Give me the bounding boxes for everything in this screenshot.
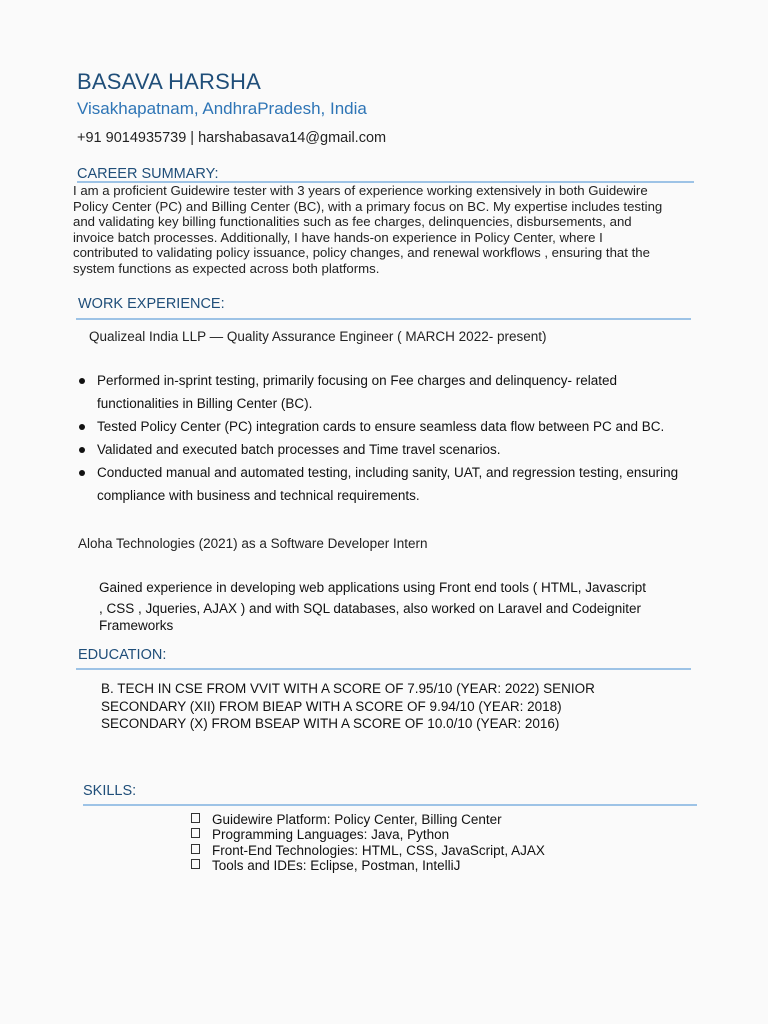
- list-item: [189, 812, 545, 827]
- job-heading: Qualizeal India LLP — Quality Assurance Engineer ( MARCH 2022- present): [89, 329, 547, 344]
- education-title: EDUCATION:: [78, 647, 167, 663]
- summary-line: Policy Center (PC) and Billing Center (BC), with a primary focus on BC. My expertise includes testing: [73, 198, 663, 214]
- skill-text: Programming Languages: Java, Python: [212, 827, 450, 843]
- checkbox-square-icon: [191, 828, 200, 838]
- summary-line: contributed to validating policy issuance, policy changes, and renewal workflows , ensuring that the: [73, 245, 650, 261]
- list-item: [76, 369, 686, 415]
- bullet-text: Performed in-sprint testing, primarily focusing on Fee charges and delinquency- related functionalities in Billing Center (BC).: [97, 373, 618, 411]
- education-rule: [76, 668, 691, 670]
- checkbox-square-icon: [191, 813, 200, 823]
- work-experience-title: WORK EXPERIENCE:: [78, 296, 225, 312]
- intern-desc-line: Gained experience in developing web applications using Front end tools ( HTML, Javascript: [99, 580, 647, 595]
- intern-description: [99, 576, 689, 634]
- bullet-icon: [79, 470, 85, 476]
- summary-line: system functions as expected across both platforms.: [73, 260, 380, 276]
- education-line: B. TECH IN CSE FROM VVIT WITH A SCORE OF 7.95/10 (YEAR: 2022) SENIOR: [101, 681, 595, 696]
- list-item: [76, 438, 686, 461]
- bullet-text: Tested Policy Center (PC) integration cards to ensure seamless data flow between PC and BC.: [97, 419, 665, 434]
- education-line: SECONDARY (XII) FROM BIEAP WITH A SCORE OF 9.94/10 (YEAR: 2018): [101, 698, 562, 714]
- list-item: [76, 461, 686, 507]
- candidate-name: BASAVA HARSHA: [77, 69, 261, 94]
- checkbox-square-icon: [191, 859, 200, 869]
- career-summary-title: CAREER SUMMARY:: [77, 166, 219, 182]
- list-item: [189, 858, 545, 873]
- bullet-icon: [79, 378, 85, 384]
- intern-heading: Aloha Technologies (2021) as a Software Developer Intern: [78, 536, 428, 551]
- intern-desc-line: , CSS , Jqueries, AJAX ) and with SQL databases, also worked on Laravel and Codeigniter: [99, 601, 642, 616]
- summary-line: invoice batch processes. Additionally, I have hands-on experience in Policy Center, where I: [73, 229, 603, 245]
- intern-desc-line: Frameworks: [99, 618, 174, 633]
- skills-list: [189, 812, 545, 873]
- work-experience-rule: [76, 318, 691, 320]
- checkbox-square-icon: [191, 844, 200, 854]
- skill-text: Guidewire Platform: Policy Center, Billing Center: [212, 812, 502, 827]
- skill-text: Front-End Technologies: HTML, CSS, JavaScript, AJAX: [212, 842, 545, 858]
- candidate-location: Visakhapatnam, AndhraPradesh, India: [77, 99, 367, 118]
- bullet-icon: [79, 424, 85, 430]
- contact-info: +91 9014935739 | harshabasava14@gmail.com: [77, 130, 387, 146]
- skills-title: SKILLS:: [83, 783, 137, 799]
- skills-rule: [83, 804, 697, 806]
- list-item: [189, 843, 545, 858]
- job-bullet-list: [76, 369, 686, 507]
- education-details: [101, 680, 621, 733]
- bullet-text: Validated and executed batch processes and Time travel scenarios.: [97, 442, 501, 457]
- list-item: [189, 827, 545, 842]
- summary-line: and validating key billing functionalities such as fee charges, delinquencies, disbursements, and: [73, 214, 632, 230]
- summary-line: I am a proficient Guidewire tester with 3 years of experience working extensively in both Guidewire: [73, 183, 648, 198]
- skill-text: Tools and IDEs: Eclipse, Postman, IntelliJ: [212, 857, 461, 873]
- list-item: [76, 415, 686, 438]
- bullet-icon: [79, 447, 85, 453]
- education-line: SECONDARY (X) FROM BSEAP WITH A SCORE OF 10.0/10 (YEAR: 2016): [101, 716, 560, 731]
- bullet-text: Conducted manual and automated testing, including sanity, UAT, and regression testing, ensuring compliance with business and technical requirements.: [97, 465, 679, 503]
- career-summary-text: [73, 183, 709, 277]
